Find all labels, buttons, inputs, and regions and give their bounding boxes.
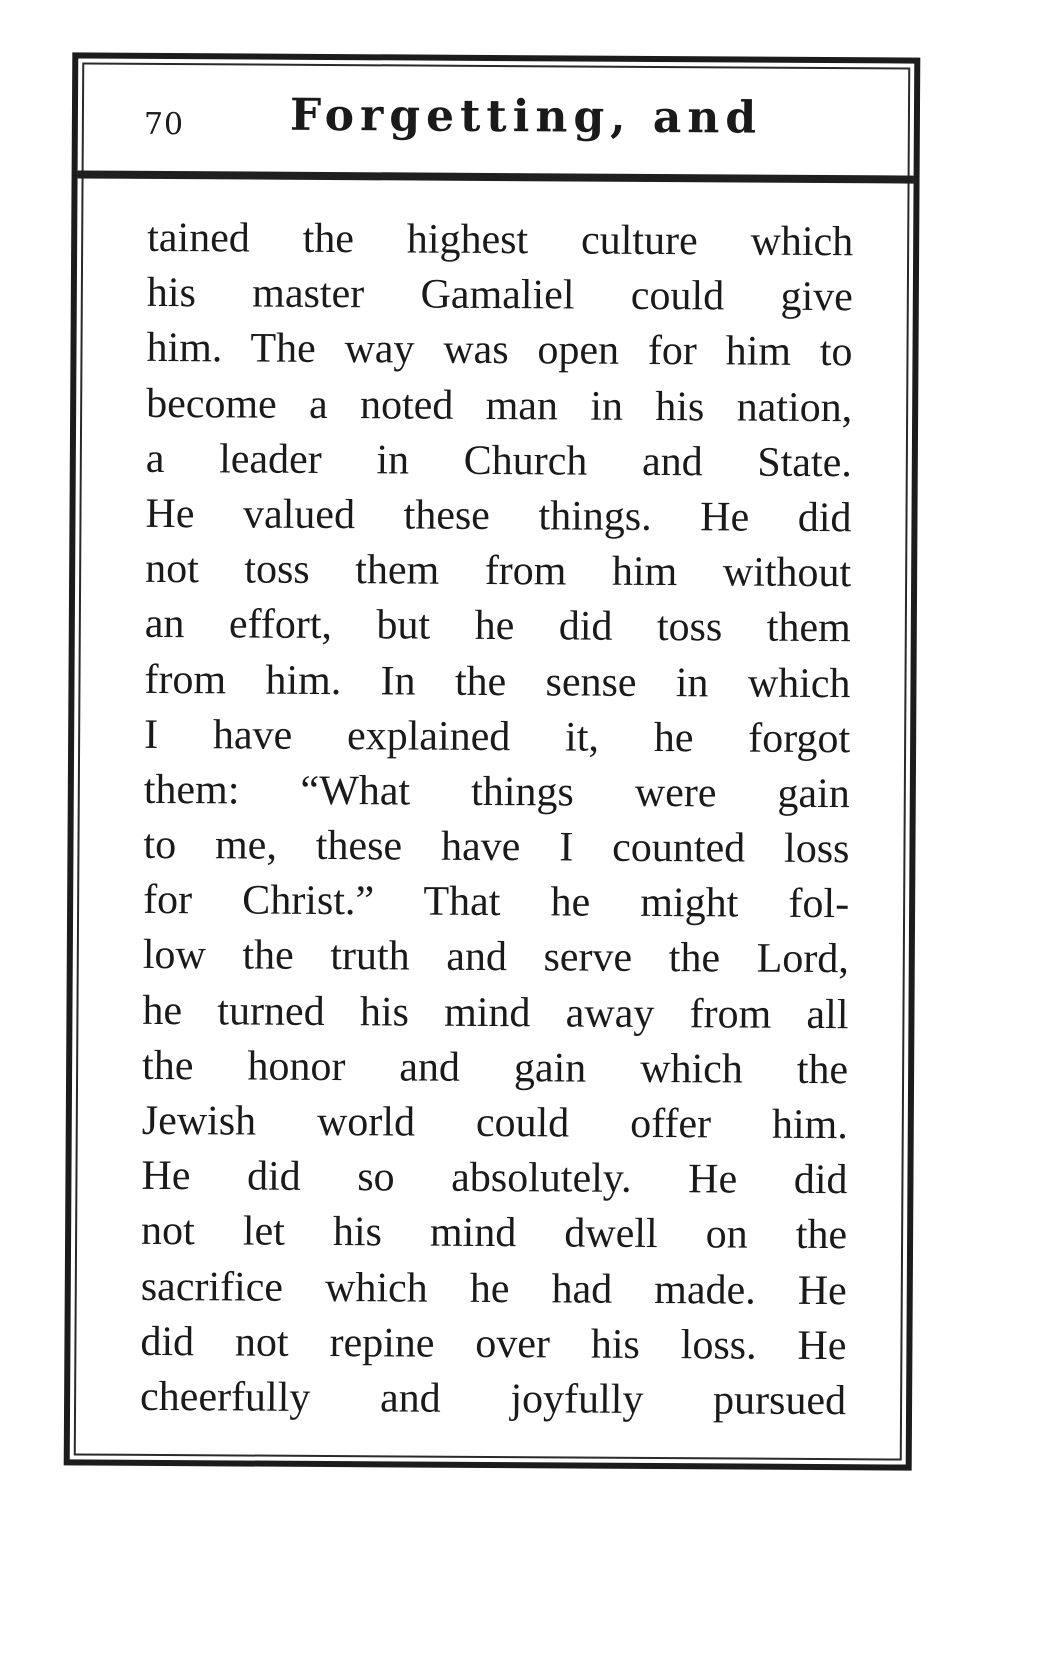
text-line: his master Gamaliel could give (146, 270, 853, 321)
text-line: not toss them from him without (145, 546, 852, 597)
text-line: for Christ.” That he might fol- (143, 877, 850, 928)
text-line: a leader in Church and State. (145, 435, 852, 486)
text-line: from him. In the sense in which (144, 656, 851, 707)
text-line: them: “What things were gain (143, 766, 850, 818)
text-line: become a noted man in his nation, (146, 380, 853, 431)
text-line: to me, these have I counted loss (143, 821, 850, 873)
text-line: him. The way was open for him to (146, 325, 853, 376)
text-line: low the truth and serve the Lord, (142, 932, 849, 983)
text-line: Jewish world could offer him. (141, 1097, 848, 1149)
text-line: He valued these things. He did (145, 490, 852, 542)
text-line: tained the highest culture which (147, 214, 854, 266)
text-line: He did so absolutely. He did (141, 1153, 848, 1204)
page-number: 70 (143, 106, 185, 143)
page-border (64, 52, 921, 1470)
text-line: did not repine over his loss. He (140, 1318, 847, 1369)
text-line: sacrifice which he had made. He (140, 1263, 847, 1314)
text-line: the honor and gain which the (141, 1042, 849, 1093)
running-title: Forgetting, and (289, 89, 763, 144)
text-line: not let his mind dwell on the (140, 1208, 848, 1259)
text-line: an effort, but he did toss them (144, 601, 851, 652)
text-line: I have explained it, he forgot (144, 711, 851, 762)
text-line: he turned his mind away from all (142, 987, 849, 1038)
running-header (78, 58, 915, 175)
body-text (140, 211, 853, 1429)
text-line: cheerfully and joyfully pursued (139, 1373, 847, 1425)
